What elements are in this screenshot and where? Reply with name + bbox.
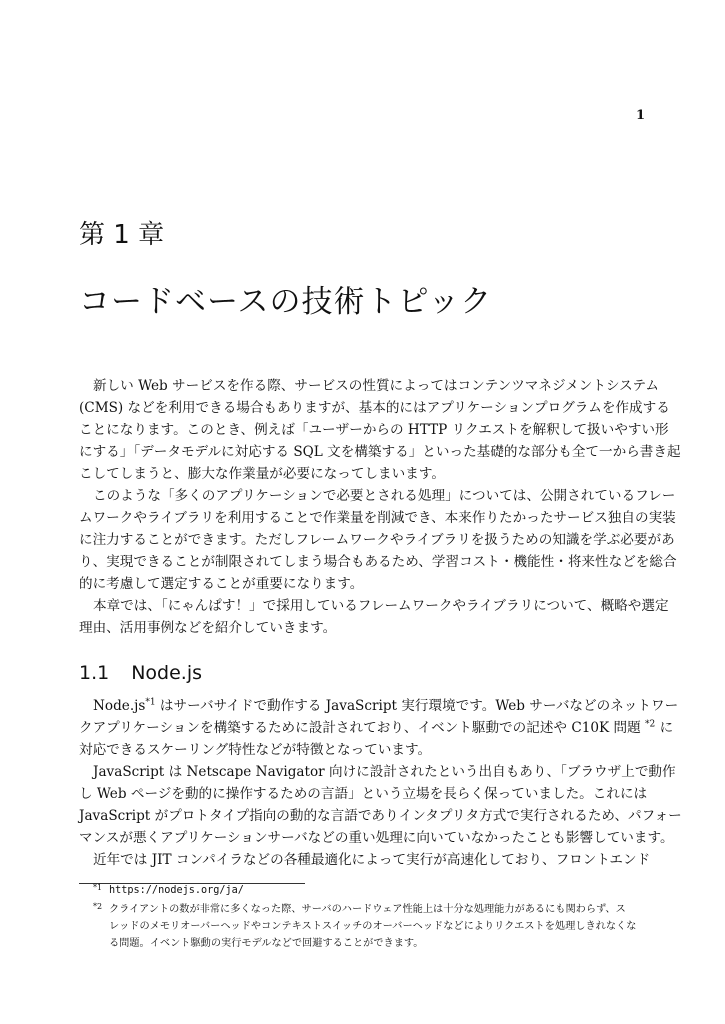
text-line: このような「多くのアプリケーションで必要とされる処理」については、公開されているフレー bbox=[93, 488, 676, 504]
text-line: にする」「データモデルに対応する SQL 文を構築する」といった基礎的な部分も全て一から書き起 bbox=[79, 444, 681, 460]
text-line: こしてしまうと、膨大な作業量が必要になってしまいます。 bbox=[79, 466, 445, 482]
text-line: 対応できるスケーリング特性などが特徴となっています。 bbox=[79, 742, 432, 758]
footnote-line: レッドのメモリオーバーヘッドやコンテキストスイッチのオーバーヘッドなどによりリクエストを処理しきれなくな bbox=[109, 921, 637, 932]
text-line: 本章では、「にゃんぱす！」で採用しているフレームワークやライブラリについて、概略や選定 bbox=[93, 598, 669, 614]
footnote-mark: *1 bbox=[93, 883, 103, 892]
section-heading bbox=[79, 662, 202, 684]
chapter-title: コードベースの技術トピック bbox=[79, 284, 493, 320]
text-line: ことになります。このとき、例えば「ユーザーからの HTTP リクエストを解釈して扱いやすい形 bbox=[79, 422, 669, 438]
intro-text bbox=[79, 375, 681, 639]
text-line: り、実現できることが制限されてしまう場合もあるため、学習コスト・機能性・将来性などを総合 bbox=[79, 554, 677, 570]
text-line: し Web ページを動的に操作するための言語」という立場を長らく保っていました。これには bbox=[79, 786, 648, 802]
footnote-mark: *2 bbox=[93, 902, 103, 911]
footnote-line: クライアントの数が非常に多くなった際、サーバのハードウェア性能上は十分な処理能力があるにも関わらず、ス bbox=[109, 904, 626, 915]
text-line: ムワークやライブラリを利用することで作業量を削減でき、本来作りたかったサービス独自の実装 bbox=[79, 510, 676, 526]
footnote-2 bbox=[93, 901, 645, 952]
section-title: Node.js bbox=[131, 662, 203, 684]
text-span: Node.js bbox=[93, 698, 146, 714]
text-line: 的に考慮して選定することが重要になります。 bbox=[79, 576, 364, 592]
text-line: に注力することができます。ただしフレームワークやライブラリを扱うための知識を学ぶ必要があ bbox=[79, 532, 675, 548]
text-line: 新しい Web サービスを作る際、サービスの性質によってはコンテンツマネジメントシステム bbox=[93, 378, 659, 394]
page-number: 1 bbox=[636, 108, 646, 123]
footnote-ref-1[interactable]: *1 bbox=[145, 697, 156, 708]
text-line bbox=[79, 717, 674, 739]
footnote-line: る問題。イベント駆動の実行モデルなどで回避することができます。 bbox=[109, 938, 424, 949]
text-line bbox=[79, 695, 679, 717]
footnote-ref-2[interactable]: *2 bbox=[645, 719, 656, 730]
text-line: 近年では JIT コンパイラなどの各種最適化によって実行が高速化しており、フロントエンド bbox=[93, 852, 651, 868]
text-span: はサーバサイドで動作する JavaScript 実行環境です。Web サーバなどのネットワー bbox=[155, 698, 679, 714]
text-line: (CMS) などを利用できる場合もありますが、基本的にはアプリケーションプログラムを作成する bbox=[79, 400, 670, 416]
text-line: JavaScript は Netscape Navigator 向けに設計されたという出自もあり、「ブラウザ上で動作 bbox=[93, 764, 676, 780]
text-span: に bbox=[655, 720, 674, 736]
footnote-1 bbox=[93, 882, 645, 899]
text-line: 理由、活用事例などを紹介していきます。 bbox=[79, 620, 337, 636]
section-number: 1.1 bbox=[79, 662, 110, 684]
text-span: クアプリケーションを構築するために設計されており、イベント駆動での記述や C10K 問題 bbox=[79, 720, 646, 736]
text-line: JavaScript がプロトタイプ指向の動的な言語でありインタプリタ方式で実行されるため、パフォー bbox=[79, 808, 682, 824]
text-line: マンスが悪くアプリケーションサーバなどの重い処理に向いていなかったことも影響しています。 bbox=[79, 830, 674, 846]
footnote-link[interactable]: https://nodejs.org/ja/ bbox=[109, 885, 244, 896]
chapter-label: 第 1 章 bbox=[79, 220, 165, 250]
nodejs-text bbox=[79, 695, 682, 871]
